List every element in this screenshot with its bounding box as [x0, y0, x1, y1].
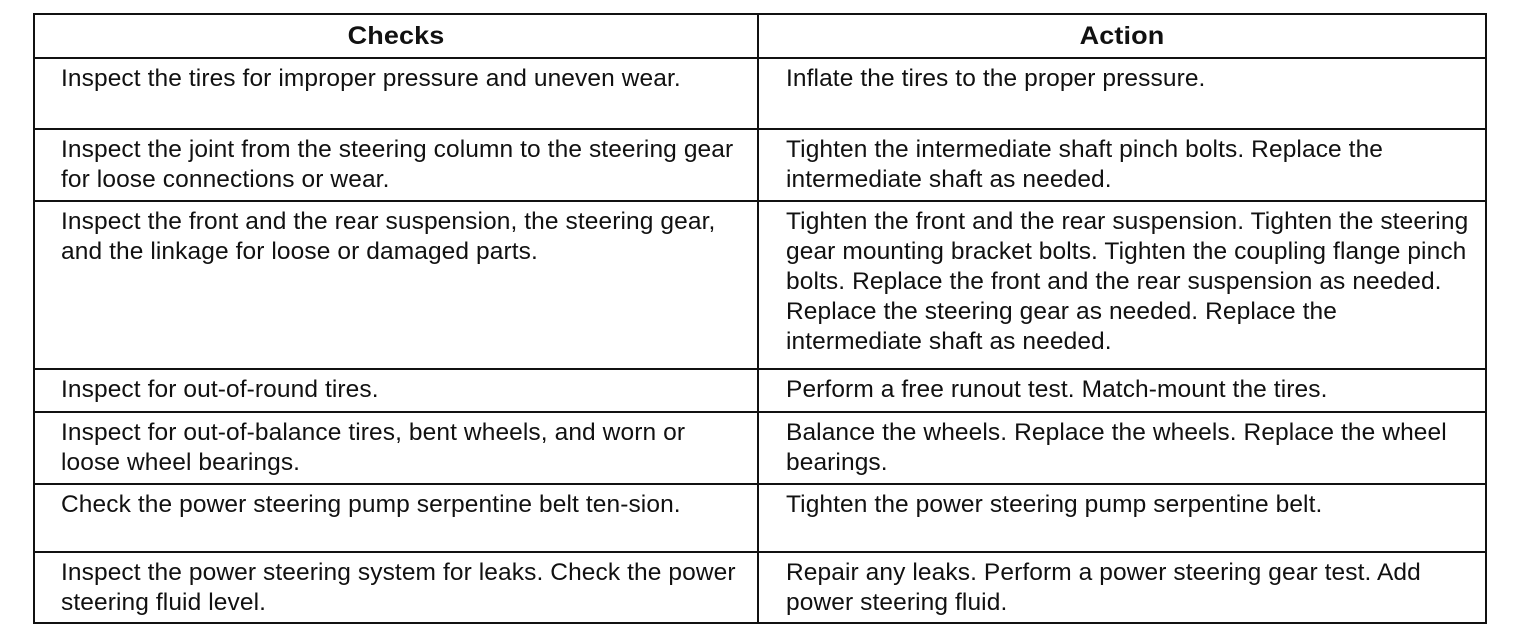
check-cell: Inspect the joint from the steering column to the steering gear for loose connections or wear.: [34, 129, 758, 201]
check-cell: Inspect for out-of-round tires.: [34, 369, 758, 412]
action-cell: Tighten the power steering pump serpentine belt.: [758, 484, 1486, 552]
action-cell: Perform a free runout test. Match-mount the tires.: [758, 369, 1486, 412]
table-row: [34, 412, 1486, 484]
action-cell: Repair any leaks. Perform a power steering gear test. Add power steering fluid.: [758, 552, 1486, 623]
action-cell: Tighten the front and the rear suspension. Tighten the steering gear mounting bracket bolts. Tighten the coupling flange pinch bolts. Replace the front and the rear suspension as needed. Replace the steering gear as needed. Replace the intermediate shaft as needed.: [758, 201, 1486, 369]
check-cell: Check the power steering pump serpentine belt ten-sion.: [34, 484, 758, 552]
table-row: [34, 201, 1486, 369]
table-row: [34, 552, 1486, 623]
action-column-header: Action: [758, 14, 1486, 58]
table-row: [34, 369, 1486, 412]
checks-column-header: Checks: [34, 14, 758, 58]
check-cell: Inspect the tires for improper pressure and uneven wear.: [34, 58, 758, 129]
table-row: [34, 129, 1486, 201]
action-cell: Inflate the tires to the proper pressure.: [758, 58, 1486, 129]
action-cell: Tighten the intermediate shaft pinch bolts. Replace the intermediate shaft as needed.: [758, 129, 1486, 201]
check-cell: Inspect for out-of-balance tires, bent wheels, and worn or loose wheel bearings.: [34, 412, 758, 484]
check-cell: Inspect the power steering system for leaks. Check the power steering fluid level.: [34, 552, 758, 623]
check-cell: Inspect the front and the rear suspension, the steering gear, and the linkage for loose or damaged parts.: [34, 201, 758, 369]
table-row: [34, 484, 1486, 552]
table-header-row: [34, 14, 1486, 58]
action-cell: Balance the wheels. Replace the wheels. Replace the wheel bearings.: [758, 412, 1486, 484]
checks-action-table: [33, 13, 1487, 624]
table-row: [34, 58, 1486, 129]
